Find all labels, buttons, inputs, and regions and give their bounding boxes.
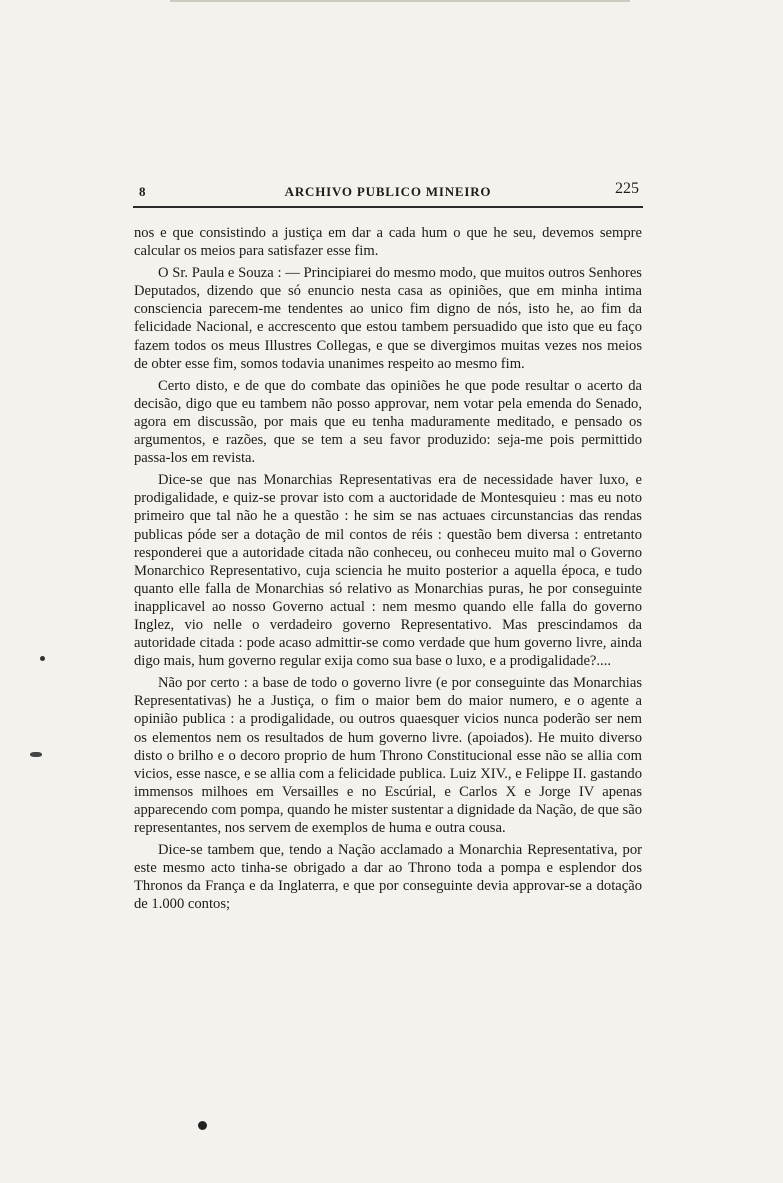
paragraph: Certo disto, e de que do combate das opiniões he que pode resultar o acerto da decisão, digo que eu tambem não posso approvar, nem votar pela emenda do Senado, agora em discussão, por mais que eu tenha maduramente meditado, e pensado os argumentos, e razões, que se tem a seu favor produzido: seja-me pois permittido passa-los em revista. [134,377,642,467]
top-edge-rule [170,0,630,2]
paragraph: Dice-se que nas Monarchias Representativas era de necessidade haver luxo, e prodigalidade, e quiz-se provar isto com a auctoridade de Montesquieu : mas eu noto primeiro que tal não he a questão : he sim se nas actuaes circunstancias das rendas publicas póde ser a dotação de mil contos de réis : questão bem diversa : entretanto responderei que a autoridade citada não conheceu, ou conheceu muito mal o Governo Monarchico Representativo, cuja sciencia he muito posterior a aquella época, e tudo quanto elle falla de Monarchias só relativo as Monarchias puras, he por conseguinte inapplicavel ao nosso Governo actual : nem mesmo quando elle falla do governo Inglez, vio nelle o verdadeiro governo Representativo. Mas prescindamos da autoridade citada : pode acaso admittir-se como verdade que hum governo livre, ainda digo mais, hum governo regular exija como sua base o luxo, e a prodigalidade?.... [134,472,642,670]
signature-mark: 8 [139,184,146,199]
page-number: 225 [615,180,639,197]
margin-speck [30,752,42,757]
running-title: ARCHIVO PUBLICO MINEIRO [284,184,492,199]
bottom-dot-mark [198,1121,207,1130]
body-text [134,224,642,917]
paragraph: Não por certo : a base de todo o governo livre (e por conseguinte das Monarchias Representativas) he a Justiça, o fim o maior bem do maior numero, e o agente a opinião publica : a prodigalidade, ou outros quaesquer vicios nunca poderão ser nem os elementos nem os resultados de hum governo livre. (apoiados). He muito diverso disto o brilho e o decoro proprio de hum Throno Constitucional esse não se allia com vicios, esse nasce, e se allia com a felicidade publica. Luiz XIV., e Felippe II. gastando immensos milhoes em Versailles e no Escúrial, e Carlos X e Jorge IV apenas apparecendo com pompa, quando he mister sustentar a dignidade da Nação, de que são representantes, nos servem de exemplos de huma e outra cousa. [134,675,642,836]
paragraph: O Sr. Paula e Souza : — Principiarei do mesmo modo, que muitos outros Senhores Deputados, dizendo que só enuncio nesta casa as opiniões, que em minha intima consciencia parecem-me tendentes ao unico fim digno de nós, isto he, ao fim da felicidade Nacional, e accrescento que estou tambem persuadido que isto que eu faço fazem todos os meus Illustres Collegas, e que se divergimos muitas vezes nos meios de obter esse fim, somos todavia unanimes respeito ao mesmo fim. [134,265,642,372]
paragraph-continuation: nos e que consistindo a justiça em dar a cada hum o que he seu, devemos sempre calcular os meios para satisfazer esse fim. [134,225,642,260]
running-header [133,176,643,208]
margin-speck [40,656,45,661]
paragraph: Dice-se tambem que, tendo a Nação acclamado a Monarchia Representativa, por este mesmo acto tinha-se obrigado a dar ao Throno toda a pompa e esplendor dos Thronos da França e da Inglaterra, e que por conseguinte devia approvar-se a dotação de 1.000 contos; [134,842,642,913]
